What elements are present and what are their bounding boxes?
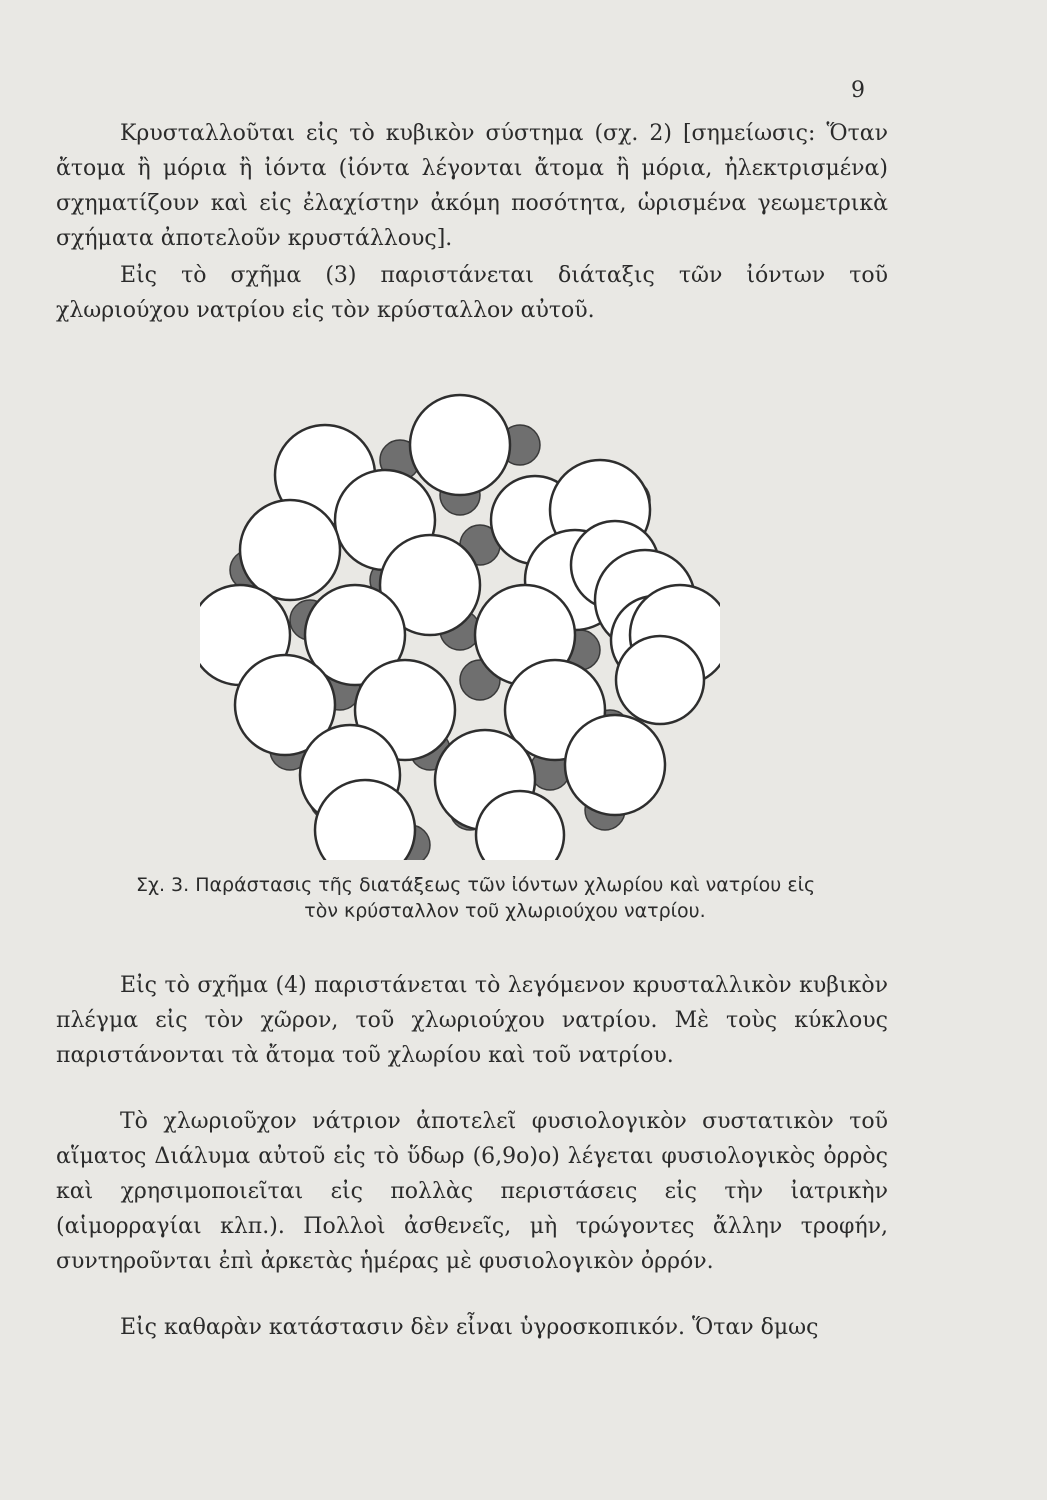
- page-number: 9: [851, 78, 865, 103]
- chlorine-ion: [240, 500, 340, 600]
- chlorine-ion: [410, 395, 510, 495]
- paragraph-figure-3-reference: Εἰς τὸ σχῆμα (3) παριστάνεται διάταξις τῶν ἰόντων τοῦ χλωριούχου νατρίου εἰς τὸν κρύσταλλον αὐτοῦ.: [56, 263, 888, 323]
- figure-caption-line-2: τὸν κρύσταλλον τοῦ χλωριούχου νατρίου.: [304, 900, 706, 922]
- sodium-chloride-crystal-figure: [200, 390, 720, 860]
- figure-caption-line-1: Σχ. 3. Παράστασις τῆς διατάξεως τῶν ἰόντων χλωρίου καὶ νατρίου εἰς: [136, 874, 816, 896]
- paragraph-physiological-saline: Τὸ χλωριοῦχον νάτριον ἀποτελεῖ φυσιολογικὸν συστατικὸν τοῦ αἵματος Διάλυμα αὐτοῦ εἰς τὸ ὕδωρ (6,9ο)ο) λέγεται φυσιολογικὸς ὀρρὸς καὶ χρησιμοποιεῖται εἰς πολλὰς περιστάσεις εἰς τὴν ἰατρικὴν (αἱμορραγίαι κλπ.). Πολλοὶ ἀσθενεῖς, μὴ τρώγοντες ἄλλην τροφήν, συντηροῦνται ἐπὶ ἀρκετὰς ἡμέρας μὲ φυσιολογικὸν ὀρρόν.: [56, 1109, 888, 1274]
- figure-caption: [120, 872, 890, 924]
- chlorine-ion: [616, 636, 704, 724]
- paragraph-hygroscopic: Εἰς καθαρὰν κατάστασιν δὲν εἶναι ὑγροσκοπικόν. Ὅταν δμως: [120, 1315, 819, 1340]
- paragraph-crystal-system: Κρυσταλλοῦται εἰς τὸ κυβικὸν σύστημα (σχ. 2) [σημείωσις: Ὅταν ἄτομα ἢ μόρια ἢ ἰόντα (ἰόντα λέγονται ἄτομα ἢ μόρια, ἠλεκτρισμένα) σχηματίζουν καὶ εἰς ἐλαχίστην ἀκόμη ποσότητα, ὡρισμένα γεωμετρικὰ σχήματα ἀποτελοῦν κρυστάλλους].: [56, 121, 888, 251]
- paragraph-figure-4-reference: Εἰς τὸ σχῆμα (4) παριστάνεται τὸ λεγόμενον κρυσταλλικὸν κυβικὸν πλέγμα εἰς τὸν χῶρον, τοῦ χλωριούχου νατρίου. Μὲ τοὺς κύκλους παριστάνονται τὰ ἄτομα τοῦ χλωρίου καὶ τοῦ νατρίου.: [56, 973, 888, 1068]
- chlorine-ion: [565, 715, 665, 815]
